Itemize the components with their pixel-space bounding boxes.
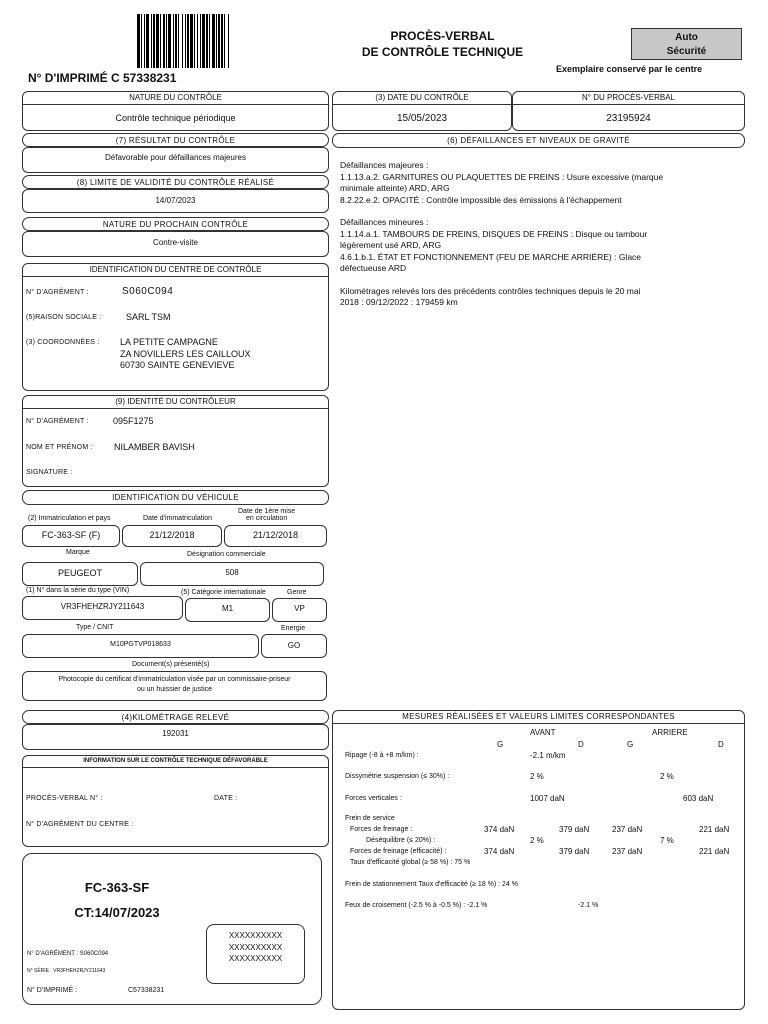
controleur-agrement-value: 095F1275 bbox=[113, 416, 154, 426]
sticker-x-lines: XXXXXXXXXX XXXXXXXXXX XXXXXXXXXX bbox=[228, 931, 283, 963]
sticker-imprime-value: C57338231 bbox=[128, 987, 165, 994]
validity-value: 14/07/2023 bbox=[155, 196, 196, 205]
controleur-name-label: NOM ET PRÉNOM : bbox=[26, 444, 93, 451]
immat-value: FC-363-SF (F) bbox=[41, 530, 101, 540]
date-immat-label: Date d'immatriculation bbox=[143, 515, 213, 522]
centre-box bbox=[22, 263, 329, 391]
designation-label: Désignation commerciale bbox=[187, 551, 266, 558]
date-immat-value: 21/12/2018 bbox=[149, 530, 195, 540]
avant-g-label: G bbox=[497, 740, 504, 749]
sticker-imprime-label: N° D'IMPRIMÉ : bbox=[27, 987, 78, 994]
centre-header: IDENTIFICATION DU CENTRE DE CONTRÔLE bbox=[22, 263, 329, 277]
docs-label: Document(s) présenté(s) bbox=[132, 661, 210, 668]
freinage-eff-ar-g: 237 daN bbox=[612, 847, 643, 856]
vin-value: VR3FHEHZRJY211643 bbox=[60, 602, 145, 611]
deseq-ar: 7 % bbox=[660, 836, 674, 845]
next-control-value: Contre-visite bbox=[153, 238, 198, 247]
deseq-av: 2 % bbox=[530, 836, 544, 845]
energie-value: GO bbox=[287, 641, 301, 650]
nature-header: NATURE DU CONTRÔLE bbox=[22, 91, 329, 105]
signature-label: SIGNATURE : bbox=[26, 469, 73, 476]
sticker-serie: N° SÉRIE : VR3FHEHZRJY211643 bbox=[27, 968, 106, 974]
centre-agrement-value: S060C094 bbox=[122, 286, 174, 297]
pv-value: 23195924 bbox=[606, 113, 651, 124]
docs-value: Photocopie du certificat d'immatriculation visée par un commissaire-priseur ou un huissier de justice bbox=[58, 676, 291, 693]
categorie-value: M1 bbox=[221, 604, 234, 613]
ripage-value: -2.1 m/km bbox=[530, 751, 566, 760]
controleur-header: (9) IDENTITÉ DU CONTRÔLEUR bbox=[22, 395, 329, 409]
info-agrement-label: N° D'AGRÉMENT DU CENTRE : bbox=[26, 821, 134, 828]
freinage-ar-g: 237 daN bbox=[612, 825, 643, 834]
controleur-agrement-label: N° D'AGRÉMENT : bbox=[26, 418, 89, 425]
controleur-name-value: NILAMBER BAVISH bbox=[114, 442, 195, 452]
avant-d-label: D bbox=[578, 740, 584, 749]
type-label: Type / CNIT bbox=[76, 624, 114, 631]
deseq-label: Déséquilibre (≤ 20%) : bbox=[366, 837, 436, 844]
result-header: (7) RÉSULTAT DU CONTRÔLE bbox=[22, 133, 329, 147]
frein-service-label: Frein de service bbox=[345, 815, 395, 822]
copy-note: Exemplaire conservé par le centre bbox=[556, 64, 703, 74]
feux-label: Feux de croisement (-2.5 % à -0.5 %) : -2.1 % bbox=[345, 902, 488, 909]
imprime-number: N° D'IMPRIMÉ C 57338231 bbox=[28, 71, 177, 85]
centre-coord-label: (3) COORDONNÉES : bbox=[26, 339, 100, 346]
result-value: Défavorable pour défaillances majeures bbox=[105, 153, 246, 162]
date-header: (3) DATE DU CONTRÔLE bbox=[332, 91, 512, 105]
genre-value: VP bbox=[294, 604, 305, 613]
first-circ-label: Date de 1ère mise en circulation bbox=[238, 508, 296, 522]
freinage-eff-av-g: 374 daN bbox=[484, 847, 515, 856]
freinage-ar-d: 221 daN bbox=[699, 825, 730, 834]
centre-agrement-label: N° D'AGRÉMENT : bbox=[26, 289, 89, 296]
freinage-av-d: 379 daN bbox=[559, 825, 590, 834]
freinage-eff-ar-d: 221 daN bbox=[699, 847, 730, 856]
marque-value: PEUGEOT bbox=[57, 568, 102, 578]
km-value: 192031 bbox=[162, 729, 189, 738]
info-pv-label: PROCÈS-VERBAL N° : bbox=[26, 795, 103, 802]
pv-header: N° DU PROCÈS-VERBAL bbox=[512, 91, 745, 105]
mesures-header: MESURES RÉALISÉES ET VALEURS LIMITES CORRESPONDANTES bbox=[332, 710, 745, 724]
type-value: M10PGTVP018633 bbox=[110, 641, 171, 648]
km-header: (4)KILOMÉTRAGE RELEVÉ bbox=[22, 710, 329, 724]
freinage-label: Forces de freinage : bbox=[350, 826, 413, 833]
centre-raison-value: SARL TSM bbox=[126, 312, 171, 322]
categorie-label: (5) Catégorie internationale bbox=[181, 589, 266, 596]
nature-value: Contrôle technique périodique bbox=[115, 113, 236, 123]
forces-vert-av: 1007 daN bbox=[530, 794, 565, 803]
feux-value-2: -2.1 % bbox=[578, 902, 599, 909]
validity-header: (8) LIMITE DE VALIDITÉ DU CONTRÔLE RÉALISÉ bbox=[22, 175, 329, 189]
forces-vert-ar: 603 daN bbox=[683, 794, 714, 803]
dissym-label: Dissymétrie suspension (≤ 30%) : bbox=[345, 773, 450, 780]
sticker-ct-date: CT:14/07/2023 bbox=[74, 905, 160, 920]
defects-text: Défaillances majeures : 1.1.13.a.2. GARNITURES OU PLAQUETTES DE FREINS : Usure excessive (marque minimale atteinte) ARD, ARG 8.2.22.e.2. OPACITÉ : Contrôle impossible des émissions à l'échappement Défaillances mineures : 1.1.14.a.1. TAMBOURS DE FREINS, DISQUES DE FREINS : Disque ou tambour légèrement usé ARD, ARG 4.6.1.b.1. ÉTAT ET FONCTIONNEMENT (FEU DE MARCHE ARRIÈRE) : Glace défectueuse ARD Kilométrages relevés lors des précédents contrôles techniques depuis le 20 mai 2018 : 09/12/2022 : 179459 km bbox=[340, 160, 664, 307]
date-value: 15/05/2023 bbox=[396, 113, 448, 124]
taux-global: Taux d'efficacité global (≥ 58 %) : 75 % bbox=[350, 859, 471, 866]
dissym-ar: 2 % bbox=[660, 772, 674, 781]
first-circ-value: 21/12/2018 bbox=[252, 530, 299, 540]
sticker-agrement: N° D'AGRÉMENT : S060C094 bbox=[27, 951, 109, 957]
defects-header: (6) DÉFAILLANCES ET NIVEAUX DE GRAVITÉ bbox=[332, 133, 745, 148]
centre-raison-label: (5)RAISON SOCIALE : bbox=[26, 314, 102, 321]
barcode bbox=[137, 14, 265, 68]
document-title: PROCÈS-VERBAL DE CONTRÔLE TECHNIQUE bbox=[361, 29, 524, 59]
avant-label: AVANT bbox=[530, 728, 556, 737]
stationnement: Frein de stationnement Taux d'efficacité (≥ 18 %) : 24 % bbox=[345, 881, 519, 888]
vin-label: (1) N° dans la série du type (VIN) bbox=[26, 587, 130, 594]
centre-coordinates: LA PETITE CAMPAGNE ZA NOVILLERS LES CAILLOUX 60730 SAINTE GENEVIEVE bbox=[120, 337, 251, 370]
info-date-label: DATE : bbox=[214, 795, 238, 802]
forces-vert-label: Forces verticales : bbox=[345, 795, 402, 802]
sticker-plate: FC-363-SF bbox=[84, 880, 150, 895]
designation-value: 508 bbox=[225, 568, 239, 577]
vehicle-header: IDENTIFICATION DU VÉHICULE bbox=[22, 490, 329, 505]
freinage-av-g: 374 daN bbox=[484, 825, 515, 834]
arriere-d-label: D bbox=[718, 740, 724, 749]
energie-label: Energie bbox=[281, 625, 306, 632]
dissym-av: 2 % bbox=[530, 772, 544, 781]
auto-securite-stamp: Auto Sécurité bbox=[631, 28, 742, 60]
info-defav-header: INFORMATION SUR LE CONTRÔLE TECHNIQUE DÉFAVORABLE bbox=[22, 755, 329, 768]
arriere-label: ARRIERE bbox=[652, 728, 688, 737]
barcode-bar bbox=[229, 14, 231, 68]
next-control-header: NATURE DU PROCHAIN CONTRÔLE bbox=[22, 217, 329, 231]
freinage-eff-label: Forces de freinage (efficacité) : bbox=[350, 848, 447, 855]
ripage-label: Ripage (-8 à +8 m/km) : bbox=[345, 752, 419, 759]
marque-label: Marque bbox=[66, 549, 90, 556]
arriere-g-label: G bbox=[627, 740, 634, 749]
immat-label: (2) Immatriculation et pays bbox=[28, 515, 111, 522]
genre-label: Genre bbox=[287, 589, 307, 596]
freinage-eff-av-d: 379 daN bbox=[559, 847, 590, 856]
